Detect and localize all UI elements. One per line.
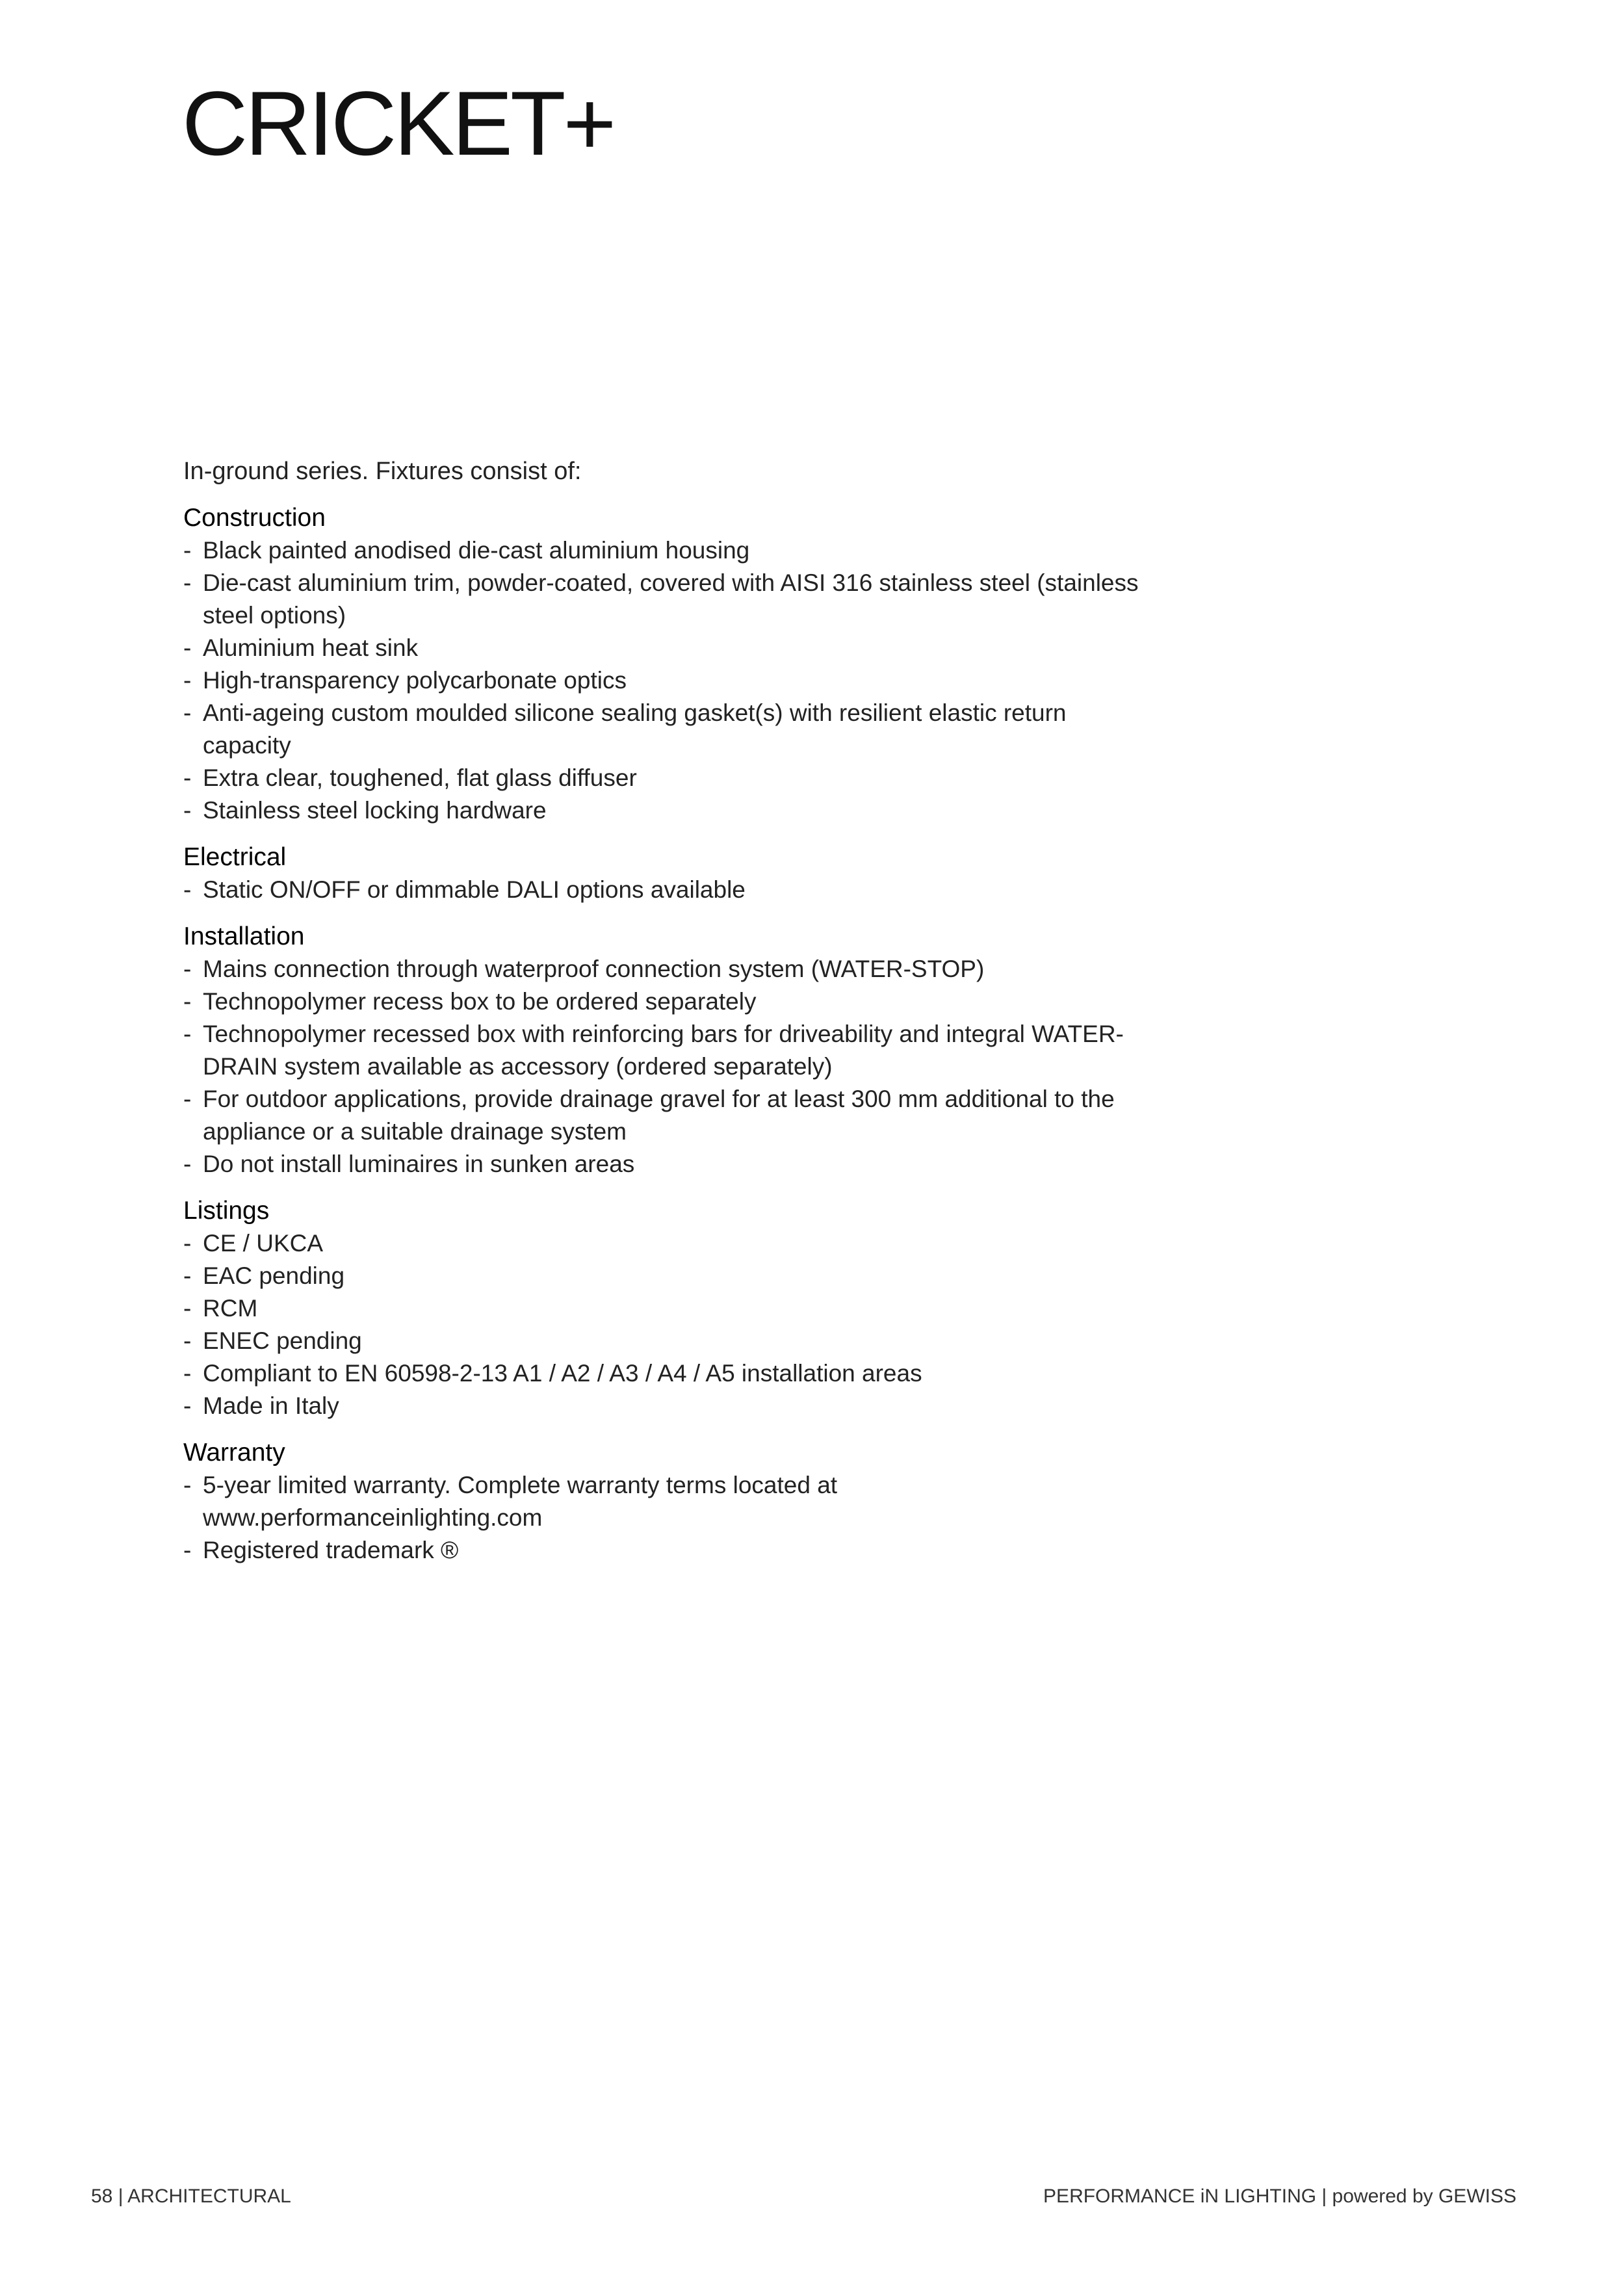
list-item: [183, 1227, 1158, 1260]
spec-content: [183, 455, 1158, 1581]
bullet-dash: -: [183, 988, 192, 1015]
section-installation: [183, 920, 1158, 1181]
list-item-text: EAC pending: [203, 1262, 345, 1289]
bullet-dash: -: [183, 1360, 192, 1387]
section-heading-listings: Listings: [183, 1197, 270, 1225]
list-item: [183, 1357, 1158, 1390]
section-heading-construction: Construction: [183, 504, 326, 532]
list-item-text: Static ON/OFF or dimmable DALI options available: [203, 876, 746, 903]
section-heading-electrical: Electrical: [183, 843, 287, 871]
page-title: CRICKET+: [182, 72, 614, 174]
bullet-dash: -: [183, 956, 192, 982]
list-item: [183, 762, 1158, 794]
list-item-text: RCM: [203, 1295, 258, 1322]
list-item: [183, 1534, 1158, 1567]
list-item-text: Registered trademark ®: [203, 1537, 459, 1563]
bullet-dash: -: [183, 634, 192, 661]
section-warranty: [183, 1437, 1158, 1567]
bullet-dash: -: [183, 1021, 192, 1047]
list-item: [183, 1148, 1158, 1181]
list-item-text: Black painted anodised die-cast aluminium housing: [203, 537, 750, 564]
list-item: [183, 1018, 1158, 1083]
list-item: [183, 953, 1158, 985]
list-item: [183, 1260, 1158, 1292]
list-item-text: Mains connection through waterproof connection system (WATER-STOP): [203, 956, 985, 982]
bullet-dash: -: [183, 764, 192, 791]
list-item-text: Made in Italy: [203, 1392, 339, 1419]
construction-list: [183, 534, 1158, 827]
list-item-text: Do not install luminaires in sunken areas: [203, 1151, 635, 1177]
bullet-dash: -: [183, 537, 192, 564]
bullet-dash: -: [183, 1472, 192, 1498]
bullet-dash: -: [183, 1295, 192, 1322]
list-item-text: Stainless steel locking hardware: [203, 797, 547, 824]
list-item: [183, 664, 1158, 697]
list-item-text: Anti-ageing custom moulded silicone sealing gasket(s) with resilient elastic return capacity: [203, 699, 1067, 759]
list-item: [183, 1469, 1158, 1534]
list-item-text: Compliant to EN 60598-2-13 A1 / A2 / A3 / A4 / A5 installation areas: [203, 1360, 922, 1387]
listings-list: [183, 1227, 1158, 1422]
list-item-text: For outdoor applications, provide drainage gravel for at least 300 mm additional to the appliance or a suitable drainage system: [203, 1086, 1115, 1145]
section-heading-installation: Installation: [183, 922, 305, 950]
footer-page-label: 58 | ARCHITECTURAL: [91, 2185, 291, 2207]
bullet-dash: -: [183, 1392, 192, 1419]
list-item-text: Extra clear, toughened, flat glass diffuser: [203, 764, 637, 791]
list-item: [183, 1292, 1158, 1325]
bullet-dash: -: [183, 1537, 192, 1563]
list-item-text: ENEC pending: [203, 1327, 362, 1354]
list-item-text: Aluminium heat sink: [203, 634, 419, 661]
bullet-dash: -: [183, 699, 192, 726]
intro-text: In-ground series. Fixtures consist of:: [183, 458, 582, 485]
section-construction: [183, 502, 1158, 827]
section-heading-warranty: Warranty: [183, 1439, 285, 1467]
list-item-text: Die-cast aluminium trim, powder-coated, covered with AISI 316 stainless steel (stainless steel options): [203, 569, 1139, 629]
list-item-text: High-transparency polycarbonate optics: [203, 667, 627, 694]
bullet-dash: -: [183, 667, 192, 694]
bullet-dash: -: [183, 569, 192, 596]
bullet-dash: -: [183, 1262, 192, 1289]
warranty-list: [183, 1469, 1158, 1567]
list-item: [183, 534, 1158, 567]
bullet-dash: -: [183, 876, 192, 903]
bullet-dash: -: [183, 797, 192, 824]
bullet-dash: -: [183, 1327, 192, 1354]
list-item: [183, 1390, 1158, 1422]
list-item-text: 5-year limited warranty. Complete warranty terms located at www.performanceinlighting.com: [203, 1472, 838, 1531]
list-item-text: CE / UKCA: [203, 1230, 324, 1257]
installation-list: [183, 953, 1158, 1181]
list-item: [183, 794, 1158, 827]
list-item-text: Technopolymer recessed box with reinforcing bars for driveability and integral WATER-DRAIN system available as accessory (ordered separately): [203, 1021, 1124, 1080]
section-listings: [183, 1195, 1158, 1422]
bullet-dash: -: [183, 1230, 192, 1257]
bullet-dash: -: [183, 1086, 192, 1112]
list-item-text: Technopolymer recess box to be ordered separately: [203, 988, 757, 1015]
list-item: [183, 567, 1158, 632]
list-item: [183, 632, 1158, 664]
list-item: [183, 874, 1158, 906]
bullet-dash: -: [183, 1151, 192, 1177]
list-item: [183, 1325, 1158, 1357]
electrical-list: [183, 874, 1158, 906]
list-item: [183, 697, 1158, 762]
footer-brand-label: PERFORMANCE iN LIGHTING | powered by GEWISS: [1043, 2185, 1516, 2207]
section-electrical: [183, 841, 1158, 906]
list-item: [183, 985, 1158, 1018]
list-item: [183, 1083, 1158, 1148]
